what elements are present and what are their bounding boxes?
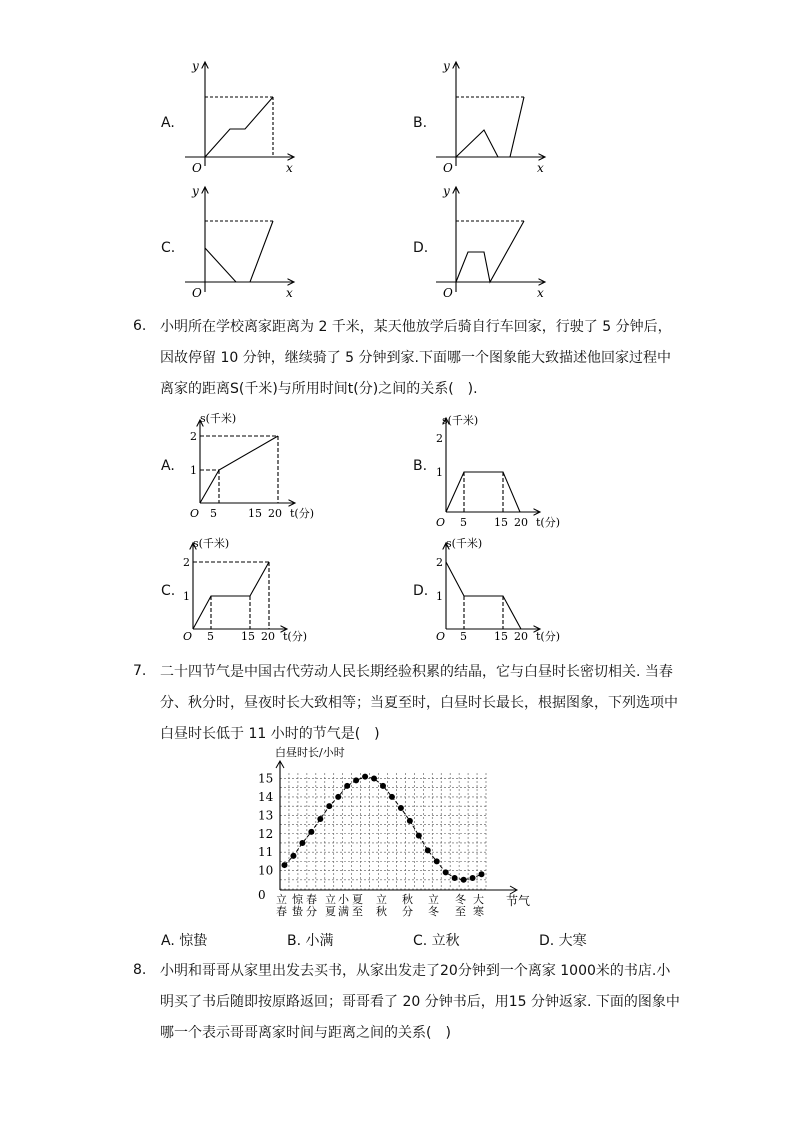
q5-d-x-label: x [537, 286, 544, 300]
q6-c-x-tick-15: 15 [241, 630, 255, 643]
data-point [434, 858, 440, 864]
q6-graph-d [446, 543, 540, 629]
q6-b-x-tick-20: 20 [514, 516, 528, 529]
data-point [443, 869, 449, 875]
q5-option-c-label: C. [161, 240, 176, 256]
x-tick-1 [292, 892, 304, 918]
chart-points [281, 774, 484, 883]
q6-number: 6. [133, 318, 147, 334]
data-point [362, 774, 368, 780]
data-point [371, 776, 377, 782]
data-point [416, 833, 422, 839]
data-point [353, 777, 359, 783]
q7-choice-b: B. 小满 [287, 933, 334, 949]
q6-d-y-tick-1: 1 [436, 590, 443, 603]
x-tick-8 [428, 893, 439, 918]
x-tick-char: 冬 [455, 893, 466, 906]
y-tick-label: 0 [258, 888, 266, 902]
q6-option-a-label: A. [161, 458, 175, 474]
q6-c-x-tick-5: 5 [207, 630, 214, 643]
data-point [380, 783, 386, 789]
q6-b-origin: O [436, 516, 446, 529]
q5-c-x-label: x [286, 286, 293, 300]
q8-number: 8. [133, 962, 147, 978]
x-tick-0 [276, 893, 287, 918]
x-tick-9 [455, 892, 466, 918]
q5-graph-b [436, 62, 545, 166]
y-tick-label: 12 [258, 826, 274, 841]
q6-graph-c [193, 543, 287, 629]
q6-b-y-tick-2: 2 [436, 432, 443, 445]
q6-a-x-tick-15: 15 [248, 507, 262, 520]
x-tick-char: 蛰 [292, 905, 303, 918]
x-tick-4 [338, 892, 350, 918]
q6-a-x-label: t(分) [290, 507, 315, 520]
x-tick-char: 夏 [352, 893, 363, 906]
q6-c-x-tick-20: 20 [261, 630, 275, 643]
x-tick-char: 冬 [428, 905, 439, 918]
data-point [425, 847, 431, 853]
q6-d-x-tick-20: 20 [514, 630, 528, 643]
x-tick-char: 立 [428, 893, 439, 906]
q5-c-origin: O [192, 286, 202, 300]
x-tick-char: 立 [276, 893, 287, 906]
q5-graphs [0, 0, 794, 310]
q7-choice-c: C. 立秋 [413, 933, 460, 949]
q5-b-origin: O [443, 161, 453, 175]
x-tick-char: 秋 [402, 893, 413, 906]
q5-d-origin: O [443, 286, 453, 300]
x-tick-char: 小 [338, 893, 349, 906]
q6-a-y-tick-2: 2 [190, 430, 197, 443]
x-tick-7 [402, 892, 413, 918]
q5-graph-c [185, 187, 294, 292]
x-tick-char: 至 [455, 905, 466, 918]
q6-graphs [0, 400, 794, 650]
data-point [452, 875, 458, 881]
x-tick-char: 满 [338, 905, 349, 918]
x-tick-char: 至 [352, 905, 363, 918]
q6-b-x-label: t(分) [536, 516, 561, 529]
q6-c-origin: O [183, 630, 193, 643]
q6-a-origin: O [190, 507, 200, 520]
q5-option-d-label: D. [413, 240, 429, 256]
data-point [281, 862, 287, 868]
q6-d-x-label: t(分) [536, 630, 561, 643]
q7-choice-d: D. 大寒 [539, 933, 587, 949]
chart-y-ticks [258, 772, 274, 902]
x-tick-char: 立 [325, 893, 336, 906]
q6-a-x-tick-20: 20 [268, 507, 282, 520]
q6-b-x-tick-15: 15 [494, 516, 508, 529]
q5-a-x-label: x [286, 161, 293, 175]
q5-a-y-label: y [192, 59, 199, 73]
x-tick-6 [376, 893, 387, 918]
data-point [335, 794, 341, 800]
y-tick-label: 15 [258, 771, 274, 786]
q5-a-origin: O [192, 161, 202, 175]
q6-d-x-tick-5: 5 [460, 630, 467, 643]
data-point [290, 853, 296, 859]
x-tick-char: 秋 [376, 905, 387, 918]
x-tick-2 [306, 893, 317, 918]
q6-option-d-label: D. [413, 583, 429, 599]
daylight-chart [240, 740, 550, 925]
x-tick-char: 惊 [292, 893, 303, 906]
data-point [326, 803, 332, 809]
data-point [317, 816, 323, 822]
x-tick-char: 大 [473, 893, 484, 906]
q6-b-y-tick-1: 1 [436, 466, 443, 479]
data-point [344, 783, 350, 789]
chart-x-axis-label: 节气 [506, 894, 531, 908]
q6-text: 小明所在学校离家距离为 2 千米，某天他放学后骑自行车回家，行驶了 5 分钟后，因故停留 10 分钟，继续骑了 5 分钟到家.下面哪一个图象能大致描述他回家过程中离家的距离S(千米)与所用时间t(分)之间的关系( ). [160, 319, 672, 397]
data-point [470, 875, 476, 881]
x-tick-char: 立 [376, 893, 387, 906]
data-point [407, 818, 413, 824]
q6-c-y-tick-1: 1 [183, 590, 190, 603]
x-tick-char: 分 [306, 905, 317, 918]
data-point [479, 871, 485, 877]
chart-x-ticks [276, 892, 484, 918]
q6-option-c-label: C. [161, 583, 176, 599]
q7-number: 7. [133, 663, 147, 679]
q5-graph-d [436, 187, 545, 292]
q6-a-x-tick-5: 5 [210, 507, 217, 520]
q6-c-x-label: t(分) [283, 630, 308, 643]
data-point [398, 805, 404, 811]
q6-d-y-tick-2: 2 [436, 556, 443, 569]
data-point [308, 829, 314, 835]
q6-c-y-label: s(千米) [193, 537, 230, 550]
q6-graph-b [446, 418, 540, 512]
x-tick-char: 春 [306, 893, 317, 906]
q5-d-y-label: y [443, 184, 450, 198]
x-tick-5 [352, 893, 363, 918]
q6-a-y-tick-1: 1 [190, 464, 197, 477]
q6-b-y-label: s(千米) [442, 414, 479, 427]
q6-option-b-label: B. [413, 458, 428, 474]
x-tick-char: 分 [402, 905, 413, 918]
x-tick-char: 春 [276, 905, 287, 918]
q7-choice-a: A. 惊蛰 [161, 933, 208, 949]
q5-b-x-label: x [537, 161, 544, 175]
x-tick-3 [325, 893, 336, 918]
q8-text: 小明和哥哥从家里出发去买书，从家出发走了20分钟到一个离家 1000米的书店.小明买了书后随即按原路返回；哥哥看了 20 分钟书后，用15 分钟返家. 下面的图象中哪一个表示哥哥离家时间与距离之间的关系( ) [160, 963, 680, 1041]
q6-d-x-tick-15: 15 [494, 630, 508, 643]
q7-text: 二十四节气是中国古代劳动人民长期经验积累的结晶，它与白昼时长密切相关. 当春分、秋分时，昼夜时长大致相等；当夏至时，白昼时长最长，根据图象，下列选项中白昼时长低于 11 小时的节气是( ) [160, 664, 678, 742]
q5-c-y-label: y [192, 184, 199, 198]
q5-option-a-label: A. [161, 115, 175, 131]
x-tick-char: 寒 [473, 905, 484, 918]
data-point [299, 840, 305, 846]
y-tick-label: 13 [258, 808, 274, 823]
q6-c-y-tick-2: 2 [183, 556, 190, 569]
chart-y-axis-label: 白昼时长/小时 [275, 746, 345, 759]
data-point [461, 877, 467, 883]
x-tick-char: 夏 [325, 905, 336, 918]
q6-a-y-label: s(千米) [200, 412, 237, 425]
y-tick-label: 11 [258, 845, 274, 860]
q5-option-b-label: B. [413, 115, 428, 131]
q5-b-y-label: y [443, 59, 450, 73]
q6-d-origin: O [436, 630, 446, 643]
data-point [389, 794, 395, 800]
q6-b-x-tick-5: 5 [460, 516, 467, 529]
x-tick-10 [473, 892, 484, 918]
daylight-curve [285, 777, 482, 880]
y-tick-label: 10 [258, 863, 274, 878]
q6-d-y-label: s(千米) [446, 537, 483, 550]
q6-graph-a [200, 420, 295, 503]
y-tick-label: 14 [258, 789, 274, 804]
q5-graph-a [185, 62, 294, 166]
